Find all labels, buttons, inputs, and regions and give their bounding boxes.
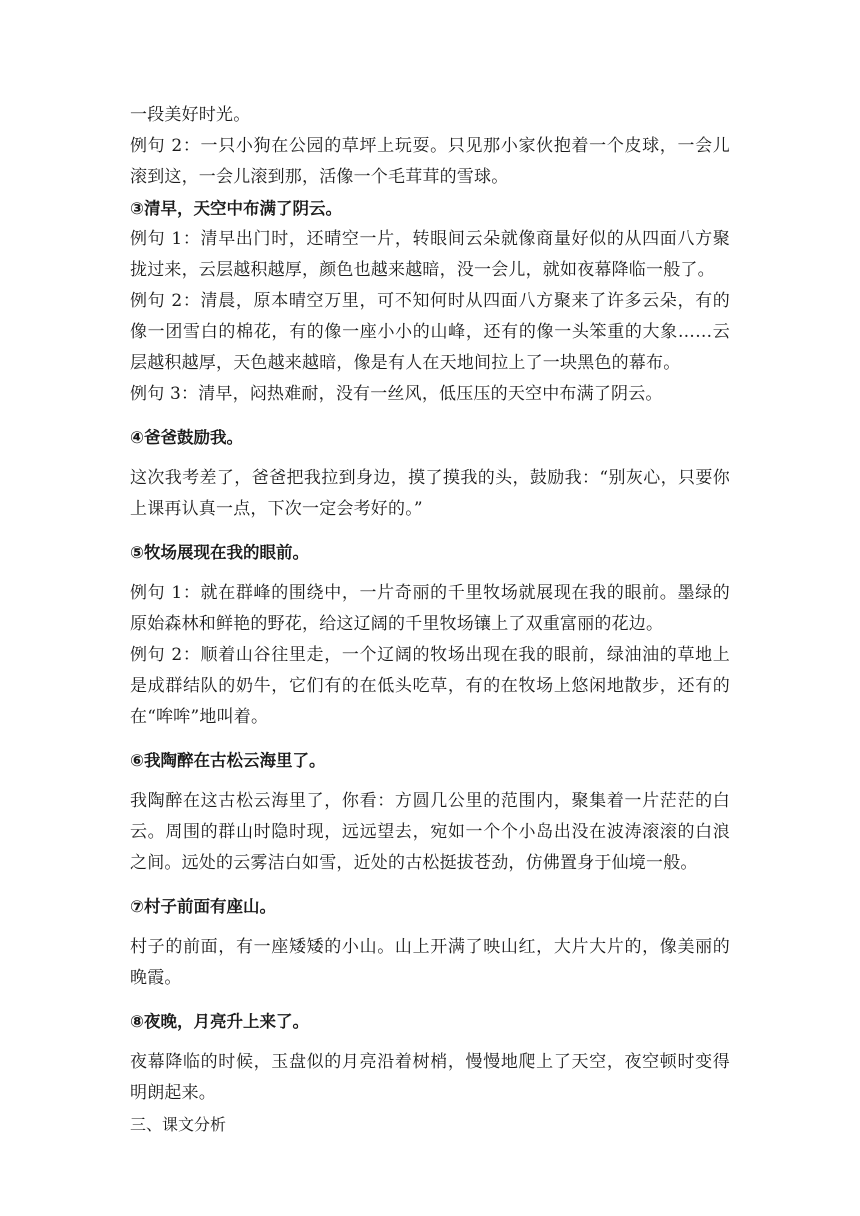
document-page [130,100,730,1140]
paragraph-cloudy-example-1: 例句 1：清早出门时，还晴空一片，转眼间云朵就像商量好似的从四面八方聚拢过来，云层越积越厚，颜色也越来越暗，没一会儿，就如夜幕降临一般了。 [130,229,730,280]
paragraph-continuation: 一段美好时光。 [130,105,251,125]
paragraph-cloudy-example-3: 例句 3：清早，闷热难耐，没有一丝风，低压压的天空中布满了阴云。 [130,384,663,404]
paragraph-cloudy-example-2: 例句 2：清晨，原本晴空万里，可不知何时从四面八方聚来了许多云朵，有的像一团雪白的棉花，有的像一座小小的山峰，还有的像一头笨重的大象……云层越积越厚，天色越来越暗，像是有人在天地间拉上了一块黑色的幕布。 [130,291,730,373]
paragraph-pasture-example-1: 例句 1：就在群峰的围绕中，一片奇丽的千里牧场就展现在我的眼前。墨绿的原始森林和鲜艳的野花，给这辽阔的千里牧场镶上了双重富丽的花边。 [130,583,730,634]
paragraph-moon-rises: 夜幕降临的时候，玉盘似的月亮沿着树梢，慢慢地爬上了天空，夜空顿时变得明朗起来。 [130,1052,730,1103]
paragraph-example-2-puppy: 例句 2：一只小狗在公园的草坪上玩耍。只见那小家伙抱着一个皮球，一会儿滚到这，一会儿滚到那，活像一个毛茸茸的雪球。 [130,136,730,187]
heading-village-mountain: ⑦村子前面有座山。 [130,897,276,916]
heading-pasture: ⑤牧场展现在我的眼前。 [130,543,309,562]
paragraph-pine-cloud-sea: 我陶醉在这古松云海里了，你看：方圆几公里的范围内，聚集着一片茫茫的白云。周围的群山时隐时现，远远望去，宛如一个个小岛出没在波涛滚滚的白浪之间。远处的云雾洁白如雪，近处的古松挺拔苍劲，仿佛置身于仙境一般。 [130,791,730,873]
heading-moon-rises: ⑧夜晚，月亮升上来了。 [130,1012,309,1031]
heading-pine-cloud-sea: ⑥我陶醉在古松云海里了。 [130,751,326,770]
section-heading-text-analysis: 三、课文分析 [130,1115,227,1134]
heading-dad-encourages: ④爸爸鼓励我。 [130,428,243,447]
paragraph-village-mountain: 村子的前面，有一座矮矮的小山。山上开满了映山红，大片大片的，像美丽的晚霞。 [130,937,730,988]
heading-cloudy-morning: ③清早，天空中布满了阴云。 [130,199,342,218]
paragraph-dad-encourages: 这次我考差了，爸爸把我拉到身边，摸了摸我的头，鼓励我：“别灰心，只要你上课再认真一点，下次一定会考好的。” [130,468,730,519]
paragraph-pasture-example-2: 例句 2：顺着山谷往里走，一个辽阔的牧场出现在我的眼前，绿油油的草地上是成群结队的奶牛，它们有的在低头吃草，有的在牧场上悠闲地散步，还有的在“哞哞”地叫着。 [130,645,730,727]
